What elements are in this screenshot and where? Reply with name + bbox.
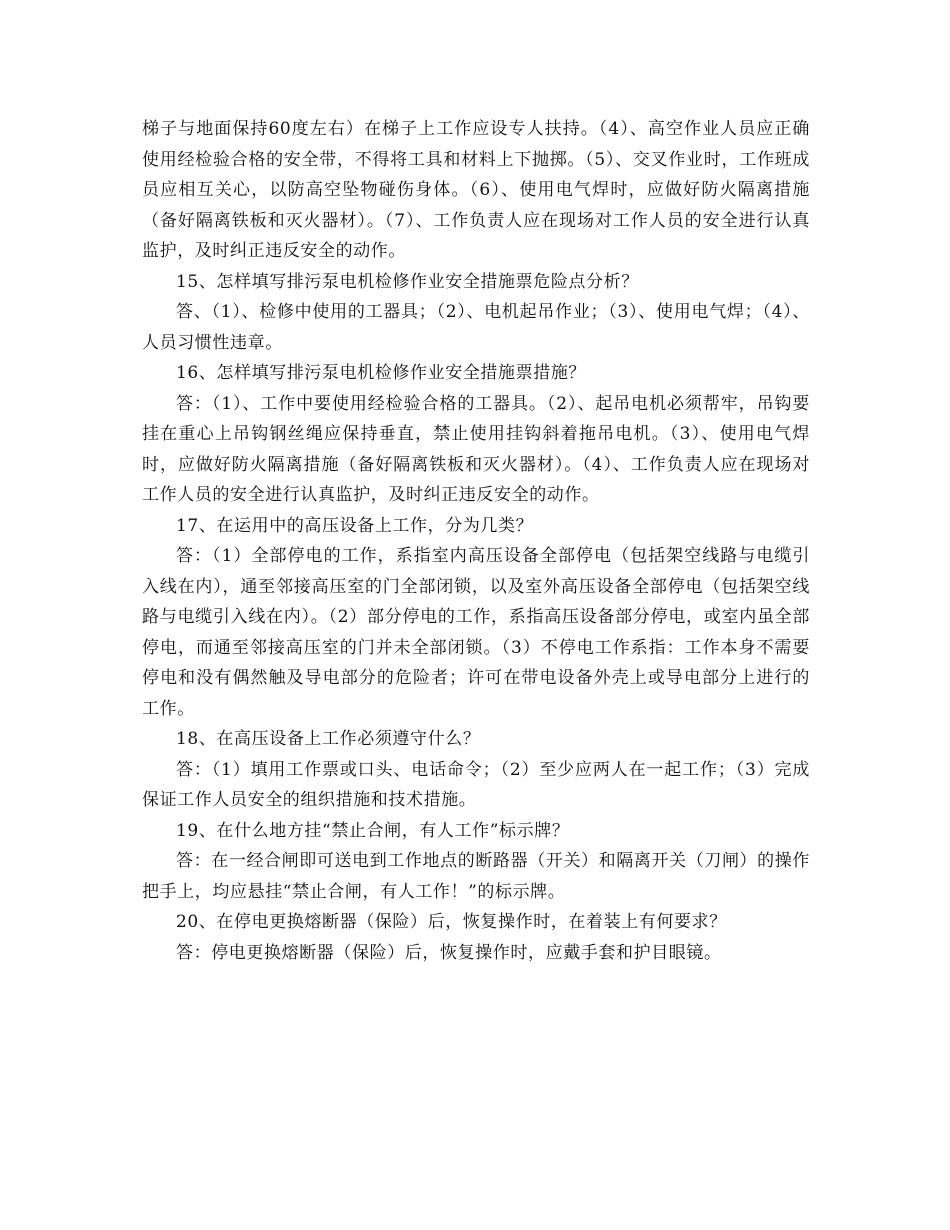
answer-18: 答：（1）填用工作票或口头、电话命令；（2）至少应两人在一起工作；（3）完成保证工作人员安全的组织措施和技术措施。	[142, 759, 810, 810]
answer-16: 答：（1）、工作中要使用经检验合格的工器具。（2）、起吊电机必须帮牢，吊钩要挂在重心上吊钩钢丝绳应保持垂直，禁止使用挂钩斜着拖吊电机。（3）、使用电气焊时，应做好防火隔离措施（备好隔离铁板和灭火器材）。（4）、工作负责人应在现场对工作人员的安全进行认真监护，及时纠正违反安全的动作。	[142, 393, 810, 505]
question-20: 20、在停电更换熔断器（保险）后，恢复操作时，在着装上有何要求？	[176, 912, 727, 932]
answer-14-continued: 梯子与地面保持60度左右）在梯子上工作应设专人扶持。（4）、高空作业人员应正确使用经检验合格的安全带，不得将工具和材料上下抛掷。（5）、交叉作业时，工作班成员应相互关心，以防高空坠物碰伤身体。（6）、使用电气焊时，应做好防火隔离措施（备好隔离铁板和灭火器材）。（7）、工作负责人应在现场对工作人员的安全进行认真监护，及时纠正违反安全的动作。	[142, 119, 810, 261]
document-body	[142, 114, 810, 968]
answer-20: 答：停电更换熔断器（保险）后，恢复操作时，应戴手套和护目眼镜。	[176, 942, 722, 963]
question-18: 18、在高压设备上工作必须遵守什么？	[176, 729, 481, 749]
question-15: 15、怎样填写排污泵电机检修作业安全措施票危险点分析？	[176, 271, 639, 292]
answer-17: 答：（1）全部停电的工作，系指室内高压设备全部停电（包括架空线路与电缆引入线在内），通至邻接高压室的门全部闭锁，以及室外高压设备全部停电（包括架空线路与电缆引入线在内）。（2）部分停电的工作，系指高压设备部分停电，或室内虽全部停电，而通至邻接高压室的门并未全部闭锁。（3）不停电工作系指：工作本身不需要停电和没有偶然触及导电部分的危险者；许可在带电设备外壳上或导电部分上进行的工作。	[142, 546, 810, 719]
question-19: 19、在什么地方挂“禁止合闸，有人工作”标示牌？	[176, 820, 570, 841]
answer-15: 答、（1）、检修中使用的工器具；（2）、电机起吊作业；（3）、使用电气焊；（4）、人员习惯性违章。	[142, 302, 810, 353]
answer-19: 答：在一经合闸即可送电到工作地点的断路器（开关）和隔离开关（刀闸）的操作把手上，均应悬挂“禁止合闸，有人工作！”的标示牌。	[142, 851, 810, 902]
question-16: 16、怎样填写排污泵电机检修作业安全措施票措施？	[176, 363, 587, 383]
question-17: 17、在运用中的高压设备上工作，分为几类？	[176, 515, 534, 536]
